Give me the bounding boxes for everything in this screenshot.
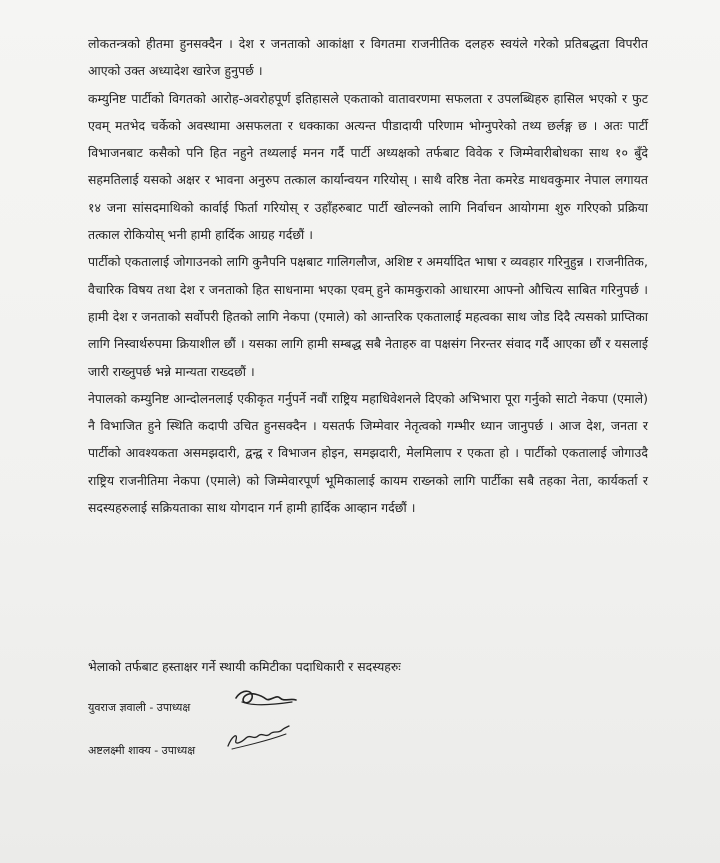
paragraph-3: पार्टीको एकतालाई जोगाउनको लागि कुनैपनि पक्षबाट गालिगलौज, अशिष्ट र अमर्यादित भाषा र व्यवहार गरिनुहुन्न । राजनीतिक, वैचारिक विषय तथा देश र जनताको हित साधनामा भएका एवम् हुने कामकुराको आधारमा आफ्नो औचित्य साबित गरिनुपर्छ । हामी देश र जनताको सर्वोपरी हितको लागि नेकपा (एमाले) को आन्तरिक एकतालाई महत्वका साथ जोड दिदै त्यसको प्राप्तिका लागि निस्वार्थरुपमा क्रियाशील छौं । यसका लागि हामी सम्बद्ध सबै नेताहरु वा पक्षसंग निरन्तर संवाद गर्दै आएका छौं र यसलाई जारी राख्नुपर्छ भन्ने मान्यता राख्दछौं ।	[88, 254, 648, 379]
letter-body	[88, 30, 648, 521]
signatory-2: अष्टलक्ष्मी शाक्य - उपाध्यक्ष	[88, 744, 196, 757]
paragraph-4: नेपालको कम्युनिष्ट आन्दोलनलाई एकीकृत गर्नुपर्ने नवौं राष्ट्रिय महाधिवेशनले दिएको अभिभारा पूरा गर्नुको साटो नेकपा (एमाले) नै विभाजित हुने स्थिति कदापी उचित हुनसक्दैन । यसतर्फ जिम्मेवार नेतृत्वको गम्भीर ध्यान जानुपर्छ । आज देश, जनता र पार्टीको आवश्यकता असमझदारी, द्वन्द्व र विभाजन होइन, समझदारी, मेलमिलाप र एकता हो । पार्टीको एकतालाई जोगाउदै राष्ट्रिय राजनीतिमा नेकपा (एमाले) को जिम्मेवारपूर्ण भूमिकालाई कायम राख्नको लागि पार्टीका सबै तहका नेता, कार्यकर्ता र सदस्यहरुलाई सक्रियताका साथ योगदान गर्न हामी हार्दिक आव्हान गर्दछौं ।	[88, 390, 648, 516]
paragraph-2: कम्युनिष्ट पार्टीको विगतको आरोह-अवरोहपूर्ण इतिहासले एकताको वातावरणमा सफलता र उपलब्धिहरु हासिल भएको र फुट एवम् मतभेद चर्केको अवस्थामा असफलता र धक्काका अत्यन्त पीडादायी परिणाम भोग्नुपरेको तथ्य छर्लङ्ग छ । अतः पार्टी विभाजनबाट कसैको पनि हित नहुने तथ्यलाई मनन गर्दै पार्टी अध्यक्षको तर्फबाट विवेक र जिम्मेवारीबोधका साथ १० बुँदे सहमतिलाई यसको अक्षर र भावना अनुरुप तत्काल कार्यान्वयन गरियोस् । साथै वरिष्ठ नेता कमरेड माधवकुमार नेपाल लगायत १४ जना सांसदमाथिको कार्वाई फिर्ता गरियोस् र उहाँहरुबाट पार्टी खोल्नको लागि निर्वाचन आयोगमा शुरु गरिएको प्रक्रिया तत्काल रोकियोस् भनी हामी हार्दिक आग्रह गर्दछौं ।	[88, 90, 648, 243]
paragraph-1: लोकतन्त्रको हीतमा हुनसक्दैन । देश र जनताको आकांक्षा र विगतमा राजनीतिक दलहरु स्वयंले गरेको प्रतिबद्धता विपरीत आएको उक्त अध्यादेश खारेज हुनुपर्छ ।	[88, 36, 648, 79]
signatory-1: युवराज ज्ञवाली - उपाध्यक्ष	[88, 701, 191, 714]
signature-icon	[232, 686, 302, 712]
signature-icon	[224, 722, 292, 752]
closing-line: भेलाको तर्फबाट हस्ताक्षर गर्ने स्थायी कमिटीका पदाधिकारी र सदस्यहरुः	[88, 659, 401, 674]
